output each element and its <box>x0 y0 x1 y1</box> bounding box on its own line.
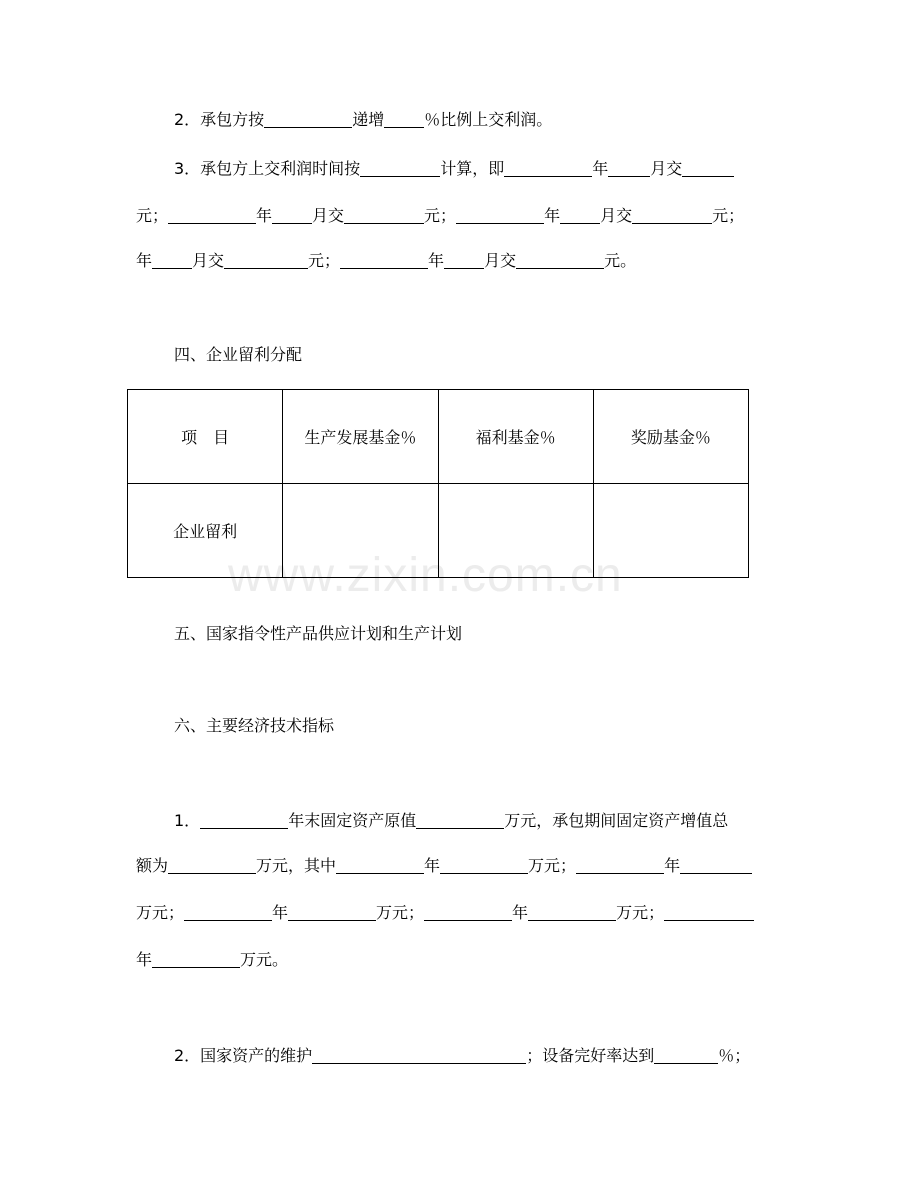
text: 年 <box>544 206 561 225</box>
text: 元； <box>308 251 341 270</box>
text: 万元，其中 <box>256 856 337 875</box>
asset-maintenance-clause <box>174 1041 824 1071</box>
blank-field[interactable] <box>608 158 650 177</box>
blank-field[interactable] <box>416 810 504 829</box>
text: 1． <box>174 811 201 830</box>
text: 万元； <box>136 903 185 922</box>
text: 月交 <box>312 206 345 225</box>
blank-field[interactable] <box>516 250 604 269</box>
table-header-cell: 奖励基金％ <box>593 390 748 484</box>
text: 万元； <box>376 903 425 922</box>
text: 年 <box>136 251 153 270</box>
section-heading: 四、企业留利分配 <box>174 345 303 364</box>
table-input-cell[interactable] <box>283 484 438 578</box>
blank-field[interactable] <box>444 250 484 269</box>
blank-field[interactable] <box>340 250 428 269</box>
blank-field[interactable] <box>224 250 308 269</box>
blank-field[interactable] <box>200 810 288 829</box>
blank-field[interactable] <box>424 902 512 921</box>
text: 万元。 <box>240 950 289 969</box>
blank-field[interactable] <box>184 902 272 921</box>
table-input-cell[interactable] <box>438 484 593 578</box>
text: 年 <box>136 950 153 969</box>
text: 年 <box>428 251 445 270</box>
text: 递增 <box>352 110 385 129</box>
table-header-cell: 福利基金％ <box>438 390 593 484</box>
text: 万元； <box>616 903 665 922</box>
text: 元； <box>424 206 457 225</box>
fixed-assets-clause <box>174 806 824 836</box>
blank-field[interactable] <box>664 902 754 921</box>
blank-field[interactable] <box>152 949 240 968</box>
text: 万元，承包期间固定资产增值总 <box>504 811 729 830</box>
text: 年 <box>272 903 289 922</box>
blank-field[interactable] <box>168 855 256 874</box>
blank-field[interactable] <box>264 109 352 128</box>
blank-field[interactable] <box>504 158 592 177</box>
text: 月交 <box>650 159 683 178</box>
text: 月交 <box>484 251 517 270</box>
blank-field[interactable] <box>384 109 424 128</box>
blank-field[interactable] <box>344 205 424 224</box>
profit-schedule-line <box>136 201 786 231</box>
profit-schedule-line <box>136 246 786 276</box>
section-heading: 五、国家指令性产品供应计划和生产计划 <box>174 624 463 643</box>
text: 年末固定资产原值 <box>288 811 417 830</box>
blank-field[interactable] <box>682 158 734 177</box>
text: 计算，即 <box>440 159 505 178</box>
text: ；设备完好率达到 <box>526 1046 655 1065</box>
blank-field[interactable] <box>654 1045 718 1064</box>
section-heading: 六、主要经济技术指标 <box>174 716 335 735</box>
text: 元。 <box>604 251 637 270</box>
text: 元； <box>712 206 745 225</box>
text: 万元； <box>528 856 577 875</box>
blank-field[interactable] <box>272 205 312 224</box>
text: ％比例上交利润。 <box>424 110 553 129</box>
text: 额为 <box>136 856 169 875</box>
blank-field[interactable] <box>528 902 616 921</box>
fixed-assets-line <box>136 898 786 928</box>
blank-field[interactable] <box>456 205 544 224</box>
text: ％； <box>718 1046 751 1065</box>
retained-profit-table <box>127 389 749 578</box>
watermark: www.zixin.com.cn <box>228 549 623 602</box>
table-header-cell: 项 目 <box>128 390 283 484</box>
blank-field[interactable] <box>440 855 528 874</box>
blank-field[interactable] <box>576 855 664 874</box>
text: 年 <box>664 856 681 875</box>
text: 月交 <box>600 206 633 225</box>
table-row-label: 企业留利 <box>128 484 283 578</box>
table-row <box>128 484 749 578</box>
table-header-row <box>128 390 749 484</box>
text: 2．国家资产的维护 <box>174 1046 313 1065</box>
blank-field[interactable] <box>360 158 440 177</box>
fixed-assets-line <box>136 851 786 881</box>
profit-increase-clause <box>174 105 824 135</box>
blank-field[interactable] <box>632 205 712 224</box>
table-header-cell: 生产发展基金％ <box>283 390 438 484</box>
text: 年 <box>424 856 441 875</box>
profit-schedule-clause <box>174 154 824 184</box>
blank-field[interactable] <box>680 855 752 874</box>
text: 年 <box>512 903 529 922</box>
text: 年 <box>592 159 609 178</box>
text: 月交 <box>192 251 225 270</box>
blank-field[interactable] <box>336 855 424 874</box>
blank-field[interactable] <box>312 1045 526 1064</box>
blank-field[interactable] <box>152 250 192 269</box>
table-input-cell[interactable] <box>593 484 748 578</box>
text: 元； <box>136 206 169 225</box>
blank-field[interactable] <box>288 902 376 921</box>
text: 3．承包方上交利润时间按 <box>174 159 361 178</box>
blank-field[interactable] <box>168 205 256 224</box>
text: 年 <box>256 206 273 225</box>
fixed-assets-line <box>136 945 786 975</box>
blank-field[interactable] <box>560 205 600 224</box>
text: 2．承包方按 <box>174 110 265 129</box>
